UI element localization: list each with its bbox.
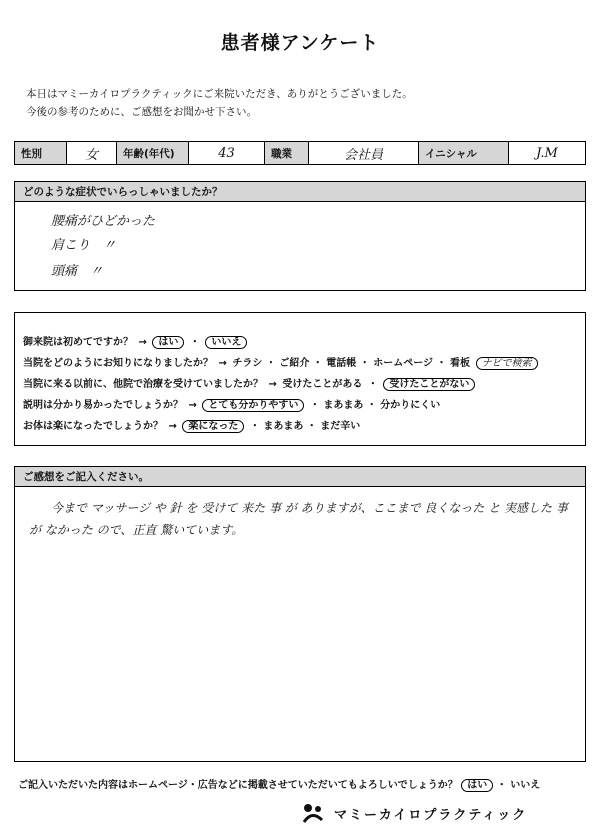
gender-label: 性別 (15, 142, 67, 164)
q3-sep: ・ (367, 379, 378, 390)
question-prior-treatment (23, 375, 477, 390)
q1-option-yes[interactable]: はい (152, 336, 184, 349)
publish-option-yes[interactable]: はい (461, 779, 493, 792)
q4-other-options[interactable]: ・ まあまあ ・ 分かりにくい (309, 400, 441, 411)
question-body-relief (23, 417, 362, 432)
initial-value[interactable]: J.M (536, 145, 558, 161)
impressions-line-2: が なかった ので、正直 驚いています。 (29, 523, 244, 537)
symptoms-box (14, 181, 586, 291)
age-value[interactable]: 43 (189, 142, 265, 164)
gender-value[interactable]: 女 (67, 142, 117, 164)
q5-arrow: → (168, 421, 177, 432)
publish-permission-question (18, 776, 540, 791)
q3-arrow: → (268, 379, 277, 390)
q4-option-very-clear[interactable]: とても分かりやすい (202, 399, 304, 412)
q2-text: 当院をどのようにお知りになりましたか？ (23, 358, 213, 369)
job-label: 職業 (265, 142, 309, 164)
impressions-question: ご感想をご記入ください。 (15, 467, 585, 487)
question-first-visit (23, 333, 249, 348)
q5-option-relieved[interactable]: 楽になった (182, 420, 244, 433)
impressions-line-1: 今まで マッサージ や 針 を 受けて 来た 事 が ありますが、ここまで 良くなった と 実感した 事 (51, 501, 568, 515)
symptom-answer-3: 頭痛 〃 (51, 264, 104, 279)
symptom-answer-2: 肩こり 〃 (51, 238, 117, 253)
clinic-logo (300, 800, 527, 826)
page-title: 患者様アンケート (220, 32, 380, 54)
question-how-found (23, 354, 540, 369)
age-label: 年齢(年代) (117, 142, 189, 164)
publish-sep: ・ (496, 780, 507, 791)
publish-option-no[interactable]: いいえ (510, 780, 541, 791)
questions-box (14, 312, 586, 446)
info-row (14, 141, 586, 165)
job-value[interactable]: 会社員 (309, 142, 419, 164)
q4-arrow: → (188, 400, 197, 411)
intro-line-2: 今後の参考のために、ご感想をお聞かせ下さい。 (26, 106, 257, 118)
logo-mark-icon (300, 800, 326, 826)
q4-text: 説明は分かり易かったでしょうか？ (23, 400, 183, 411)
publish-question-text: ご記入いただいた内容はホームページ・広告などに掲載させていただいてもよろしいでしょうか？ (18, 780, 458, 791)
q1-text: 御来院は初めてですか？ (23, 337, 133, 348)
q5-other-options[interactable]: ・ まあまあ ・ まだ辛い (249, 421, 361, 432)
question-explanation (23, 396, 442, 411)
impressions-box (14, 466, 586, 762)
q1-sep: ・ (189, 337, 200, 348)
q5-text: お体は楽になったでしょうか？ (23, 421, 163, 432)
logo-text: マミーカイロプラクティック (334, 807, 528, 823)
q2-arrow: → (218, 358, 227, 369)
q1-arrow: → (138, 337, 147, 348)
symptoms-question: どのような症状でいらっしゃいましたか？ (15, 182, 585, 202)
q2-written-answer[interactable]: ナビで検索 (476, 357, 538, 370)
q3-text: 当院に来る以前に、他院で治療を受けていましたか？ (23, 379, 263, 390)
symptom-answer-1: 腰痛がひどかった (51, 214, 156, 229)
initial-label: イニシャル (419, 142, 509, 164)
q3-option-no[interactable]: 受けたことがない (383, 378, 475, 391)
q2-options[interactable]: チラシ ・ ご紹介 ・ 電話帳 ・ ホームページ ・ 看板 (232, 358, 471, 369)
q3-option-yes[interactable]: 受けたことがある (282, 379, 363, 390)
q1-option-no[interactable]: いいえ (205, 336, 247, 349)
intro-line-1: 本日はマミーカイロプラクティックにご来院いただき、ありがとうございました。 (26, 88, 413, 100)
